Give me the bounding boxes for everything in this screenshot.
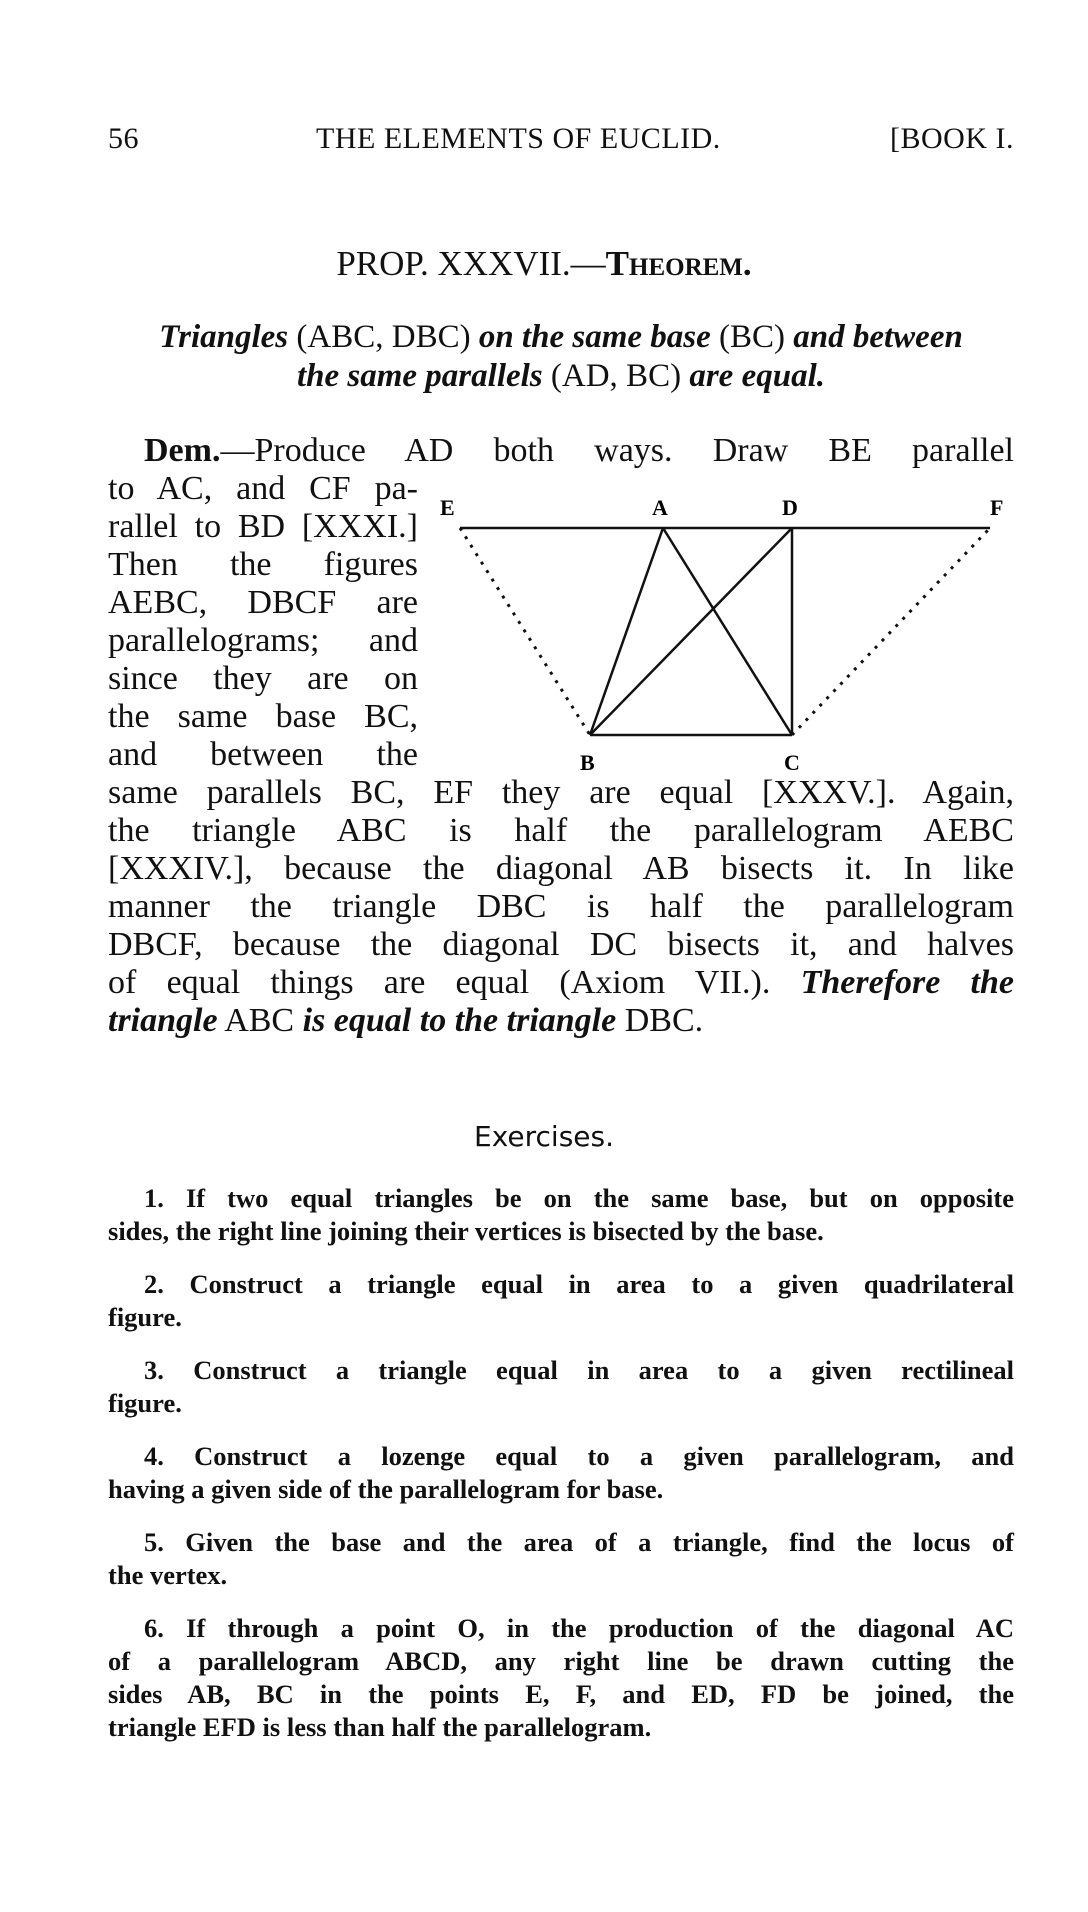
demonstration-conclusion: triangle [108,1002,218,1039]
demonstration-line-6: parallelograms; and [108,622,418,659]
line-ac [663,528,792,735]
demonstration-text: ABC [217,1002,303,1039]
enunciation-text: (BC) [710,319,794,355]
exercise-1 [108,1182,1014,1248]
exercise-4 [108,1440,1014,1506]
enunciation-line-2 [108,357,1014,396]
demonstration-line-15 [108,964,1014,1002]
dem-label: Dem. [144,432,221,469]
exercise-line: 1. If two equal triangles be on the same base, but on opposite [144,1183,1014,1213]
running-title: THE ELEMENTS OF EUCLID. [316,122,721,155]
enunciation-text: and between [793,319,963,355]
running-head [108,122,1014,162]
exercise-line: 5. Given the base and the area of a triangle, find the locus of [144,1527,1014,1557]
demonstration-line-14: DBCF, because the diagonal DC bisects it, and halves [108,926,1014,963]
label-c: C [784,750,800,775]
demonstration-line-9: and between the [108,736,418,773]
exercise-3 [108,1354,1014,1420]
demonstration-conclusion: is equal to the triangle [302,1002,617,1039]
label-d: D [782,495,798,520]
exercise-line: 4. Construct a lozenge equal to a given parallelogram, and [144,1441,1014,1471]
demonstration-line-12: [XXXIV.], because the diagonal AB bisects it. In like [108,850,1014,887]
enunciation [108,318,1014,396]
book-label: [BOOK I. [890,122,1014,155]
enunciation-text: Triangles [159,319,289,355]
demonstration-line-1 [108,432,1014,470]
exercise-line: 2. Construct a triangle equal in area to a given quadrilateral [144,1269,1014,1299]
enunciation-line-1 [108,318,1014,357]
enunciation-text: the same parallels [296,358,543,394]
demonstration-line-2: to AC, and CF pa- [108,470,418,507]
line-db [590,528,792,735]
label-e: E [440,495,455,520]
line-be [460,528,590,735]
exercise-line: 6. If through a point O, in the production of the diagonal AC [144,1613,1014,1643]
exercises-heading: Exercises. [474,1120,614,1153]
demonstration-line-13: manner the triangle DBC is half the parallelogram [108,888,1014,925]
exercise-5 [108,1526,1014,1592]
exercise-line: sides, the right line joining their vertices is bisected by the base. [108,1216,824,1246]
demonstration-text: DBC. [616,1002,704,1039]
demonstration-line-4: Then the figures [108,546,418,583]
proposition-kind: Theorem. [605,244,752,283]
proposition-label: PROP. XXXVII.— [336,244,606,283]
demonstration-text: of equal things are equal (Axiom VII.). [108,964,771,1001]
demonstration-line-11: the triangle ABC is half the parallelogram AEBC [108,812,1014,849]
line-ab [590,528,663,735]
label-f: F [990,495,1004,520]
exercise-line: figure. [108,1388,182,1418]
demonstration-text: —Produce AD both ways. Draw BE parallel [220,432,1014,469]
enunciation-text: (ABC, DBC) [288,319,479,355]
parallelogram-figure [430,490,1020,780]
demonstration-line-16 [108,1002,1014,1040]
enunciation-text: are equal. [689,358,825,394]
exercise-line: figure. [108,1302,182,1332]
demonstration-line-10: same parallels BC, EF they are equal [XXXV.]. Again, [108,774,1014,811]
enunciation-text: on the same base [478,319,711,355]
exercise-line: having a given side of the parallelogram for base. [108,1474,664,1504]
exercise-2 [108,1268,1014,1334]
page-number: 56 [108,122,139,155]
enunciation-text: (AD, BC) [542,358,690,394]
exercise-line: 3. Construct a triangle equal in area to a given rectilineal [144,1355,1014,1385]
exercise-line: sides AB, BC in the points E, F, and ED, FD be joined, the [108,1679,1014,1709]
demonstration-conclusion: Therefore the [800,964,1014,1001]
line-cf [792,528,990,735]
demonstration-line-5: AEBC, DBCF are [108,584,418,621]
demonstration-line-3: rallel to BD [XXXI.] [108,508,418,545]
exercise-line: the vertex. [108,1560,228,1590]
exercise-6 [108,1612,1014,1744]
proposition-heading [0,244,1088,284]
exercise-line: of a parallelogram ABCD, any right line be drawn cutting the [108,1646,1014,1676]
demonstration-line-8: the same base BC, [108,698,418,735]
label-a: A [652,495,668,520]
label-b: B [580,750,595,775]
exercise-line: triangle EFD is less than half the parallelogram. [108,1712,652,1742]
demonstration-line-7: since they are on [108,660,418,697]
